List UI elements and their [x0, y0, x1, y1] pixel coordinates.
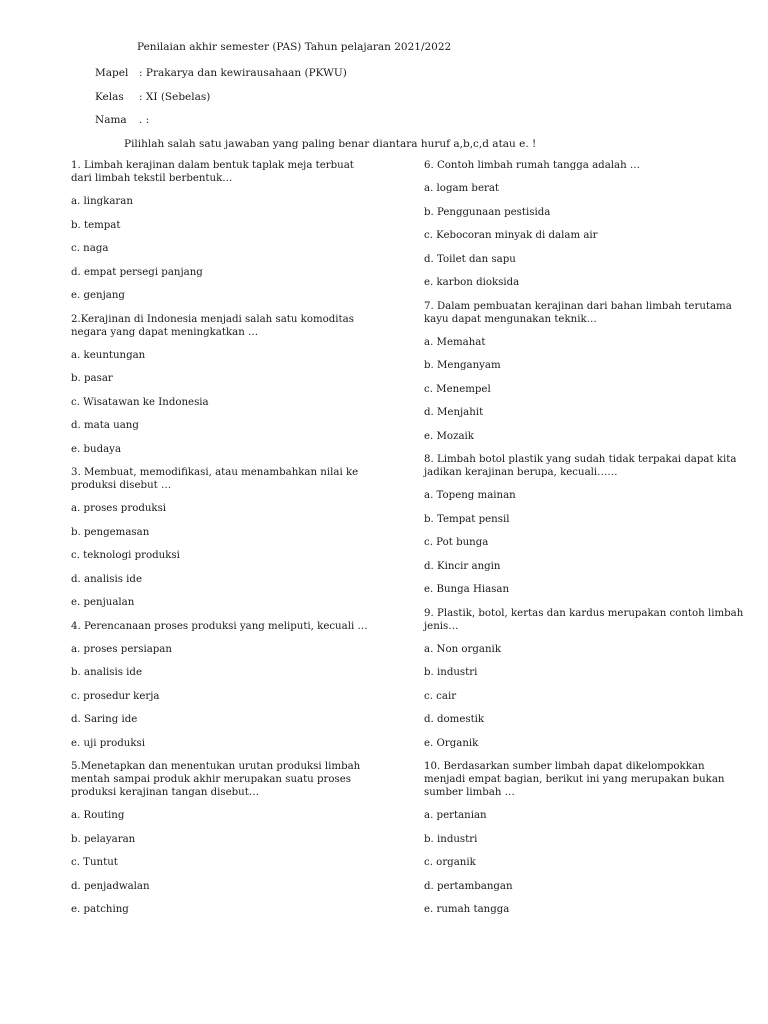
option-a: a. proses persiapan	[71, 643, 172, 655]
option-a: a. Non organik	[424, 643, 501, 655]
option-e: e. rumah tangga	[424, 904, 510, 915]
question-stem: 9. Plastik, botol, kertas dan kardus merupakan contoh limbah jenis…	[424, 607, 744, 632]
question-8	[424, 453, 744, 596]
option-c: c. Wisatawan ke Indonesia	[71, 396, 209, 408]
class-row	[95, 90, 210, 104]
option-a: a. Routing	[71, 810, 125, 821]
option-d: d. empat persegi panjang	[71, 266, 203, 278]
option-b: b. pasar	[71, 373, 113, 384]
question-1	[71, 159, 371, 302]
option-a: a. Memahat	[424, 336, 486, 348]
option-d: d. pertambangan	[424, 880, 513, 892]
option-c: c. naga	[71, 243, 109, 254]
question-stem: 10. Berdasarkan sumber limbah dapat dikelompokkan menjadi empat bagian, berikut ini yang merupakan bukan sumber limbah …	[424, 761, 725, 798]
name-row	[95, 113, 149, 127]
question-2	[71, 313, 371, 456]
option-e: e. uji produksi	[71, 737, 145, 749]
option-a: a. Topeng mainan	[424, 490, 516, 501]
option-a: a. logam berat	[424, 183, 500, 194]
exam-title: Penilaian akhir semester (PAS) Tahun pelajaran 2021/2022	[137, 41, 452, 53]
option-e: e. patching	[71, 904, 129, 915]
option-b: b. Tempat pensil	[424, 513, 510, 525]
question-5	[71, 760, 371, 916]
question-stem: 4. Perencanaan proses produksi yang meliputi, kecuali …	[71, 620, 368, 632]
option-e: e. Organik	[424, 737, 479, 749]
question-stem: 1. Limbah kerajinan dalam bentuk taplak meja terbuat dari limbah tekstil berbentuk…	[71, 160, 354, 184]
instruction-text: Pilihlah salah satu jawaban yang paling benar diantara huruf a,b,c,d atau e. !	[124, 138, 537, 150]
option-b: b. tempat	[71, 219, 121, 231]
option-b: b. pelayaran	[71, 833, 136, 845]
option-b: b. industri	[424, 667, 478, 678]
question-4	[71, 620, 371, 750]
option-b: b. pengemasan	[71, 526, 150, 538]
question-10	[424, 760, 744, 916]
option-c: c. Menempel	[424, 383, 491, 395]
option-e: e. Bunga Hiasan	[424, 584, 510, 595]
class-value: : XI (Sebelas)	[139, 91, 211, 103]
option-c: c. Kebocoran minyak di dalam air	[424, 230, 598, 241]
subject-value: : Prakarya dan kewirausahaan (PKWU)	[139, 67, 347, 79]
option-b: b. industri	[424, 833, 478, 845]
option-c: c. cair	[424, 690, 457, 702]
option-b: b. Penggunaan pestisida	[424, 206, 551, 218]
subject-row	[95, 66, 347, 80]
option-d: d. Menjahit	[424, 407, 484, 418]
question-stem: 6. Contoh limbah rumah tangga adalah …	[424, 160, 641, 171]
option-e: e. budaya	[71, 443, 122, 455]
option-e: e. karbon dioksida	[424, 277, 520, 288]
option-d: d. penjadwalan	[71, 880, 150, 892]
name-label: Nama	[95, 114, 127, 126]
class-label: Kelas	[95, 91, 124, 103]
option-a: a. pertanian	[424, 810, 487, 821]
option-d: d. domestik	[424, 714, 485, 725]
question-6	[424, 159, 744, 289]
option-e: e. Mozaik	[424, 430, 474, 442]
questions-left-column	[71, 159, 371, 927]
option-c: c. Pot bunga	[424, 537, 489, 548]
option-c: c. Tuntut	[71, 857, 118, 868]
option-b: b. analisis ide	[71, 667, 142, 678]
option-b: b. Menganyam	[424, 360, 501, 371]
questions-right-column	[424, 159, 744, 927]
option-e: e. genjang	[71, 290, 125, 301]
name-value: . :	[139, 114, 150, 126]
question-7	[424, 300, 744, 443]
option-c: c. organik	[424, 857, 476, 868]
question-stem: 8. Limbah botol plastik yang sudah tidak terpakai dapat kita jadikan kerajinan berupa, kecuali……	[424, 454, 737, 478]
subject-label: Mapel	[95, 67, 129, 79]
option-e: e. penjualan	[71, 597, 135, 608]
option-a: a. lingkaran	[71, 196, 133, 207]
option-d: d. Toilet dan sapu	[424, 253, 516, 265]
question-stem: 7. Dalam pembuatan kerajinan dari bahan limbah terutama kayu dapat mengunakan teknik…	[424, 300, 732, 325]
option-c: c. teknologi produksi	[71, 550, 180, 561]
option-d: d. Kincir angin	[424, 560, 501, 572]
option-d: d. analisis ide	[71, 573, 142, 585]
question-stem: 5.Menetapkan dan menentukan urutan produksi limbah mentah sampai produk akhir merupakan suatu proses produksi kerajinan tangan disebut…	[71, 761, 361, 798]
option-a: a. keuntungan	[71, 349, 146, 361]
option-c: c. prosedur kerja	[71, 690, 160, 702]
question-stem: 2.Kerajinan di Indonesia menjadi salah satu komoditas negara yang dapat meningkatkan …	[71, 313, 354, 338]
question-9	[424, 607, 744, 750]
option-d: d. Saring ide	[71, 714, 138, 725]
option-a: a. proses produksi	[71, 503, 167, 514]
question-3	[71, 466, 371, 609]
option-d: d. mata uang	[71, 420, 139, 431]
question-stem: 3. Membuat, memodifikasi, atau menambahkan nilai ke produksi disebut …	[71, 467, 359, 491]
